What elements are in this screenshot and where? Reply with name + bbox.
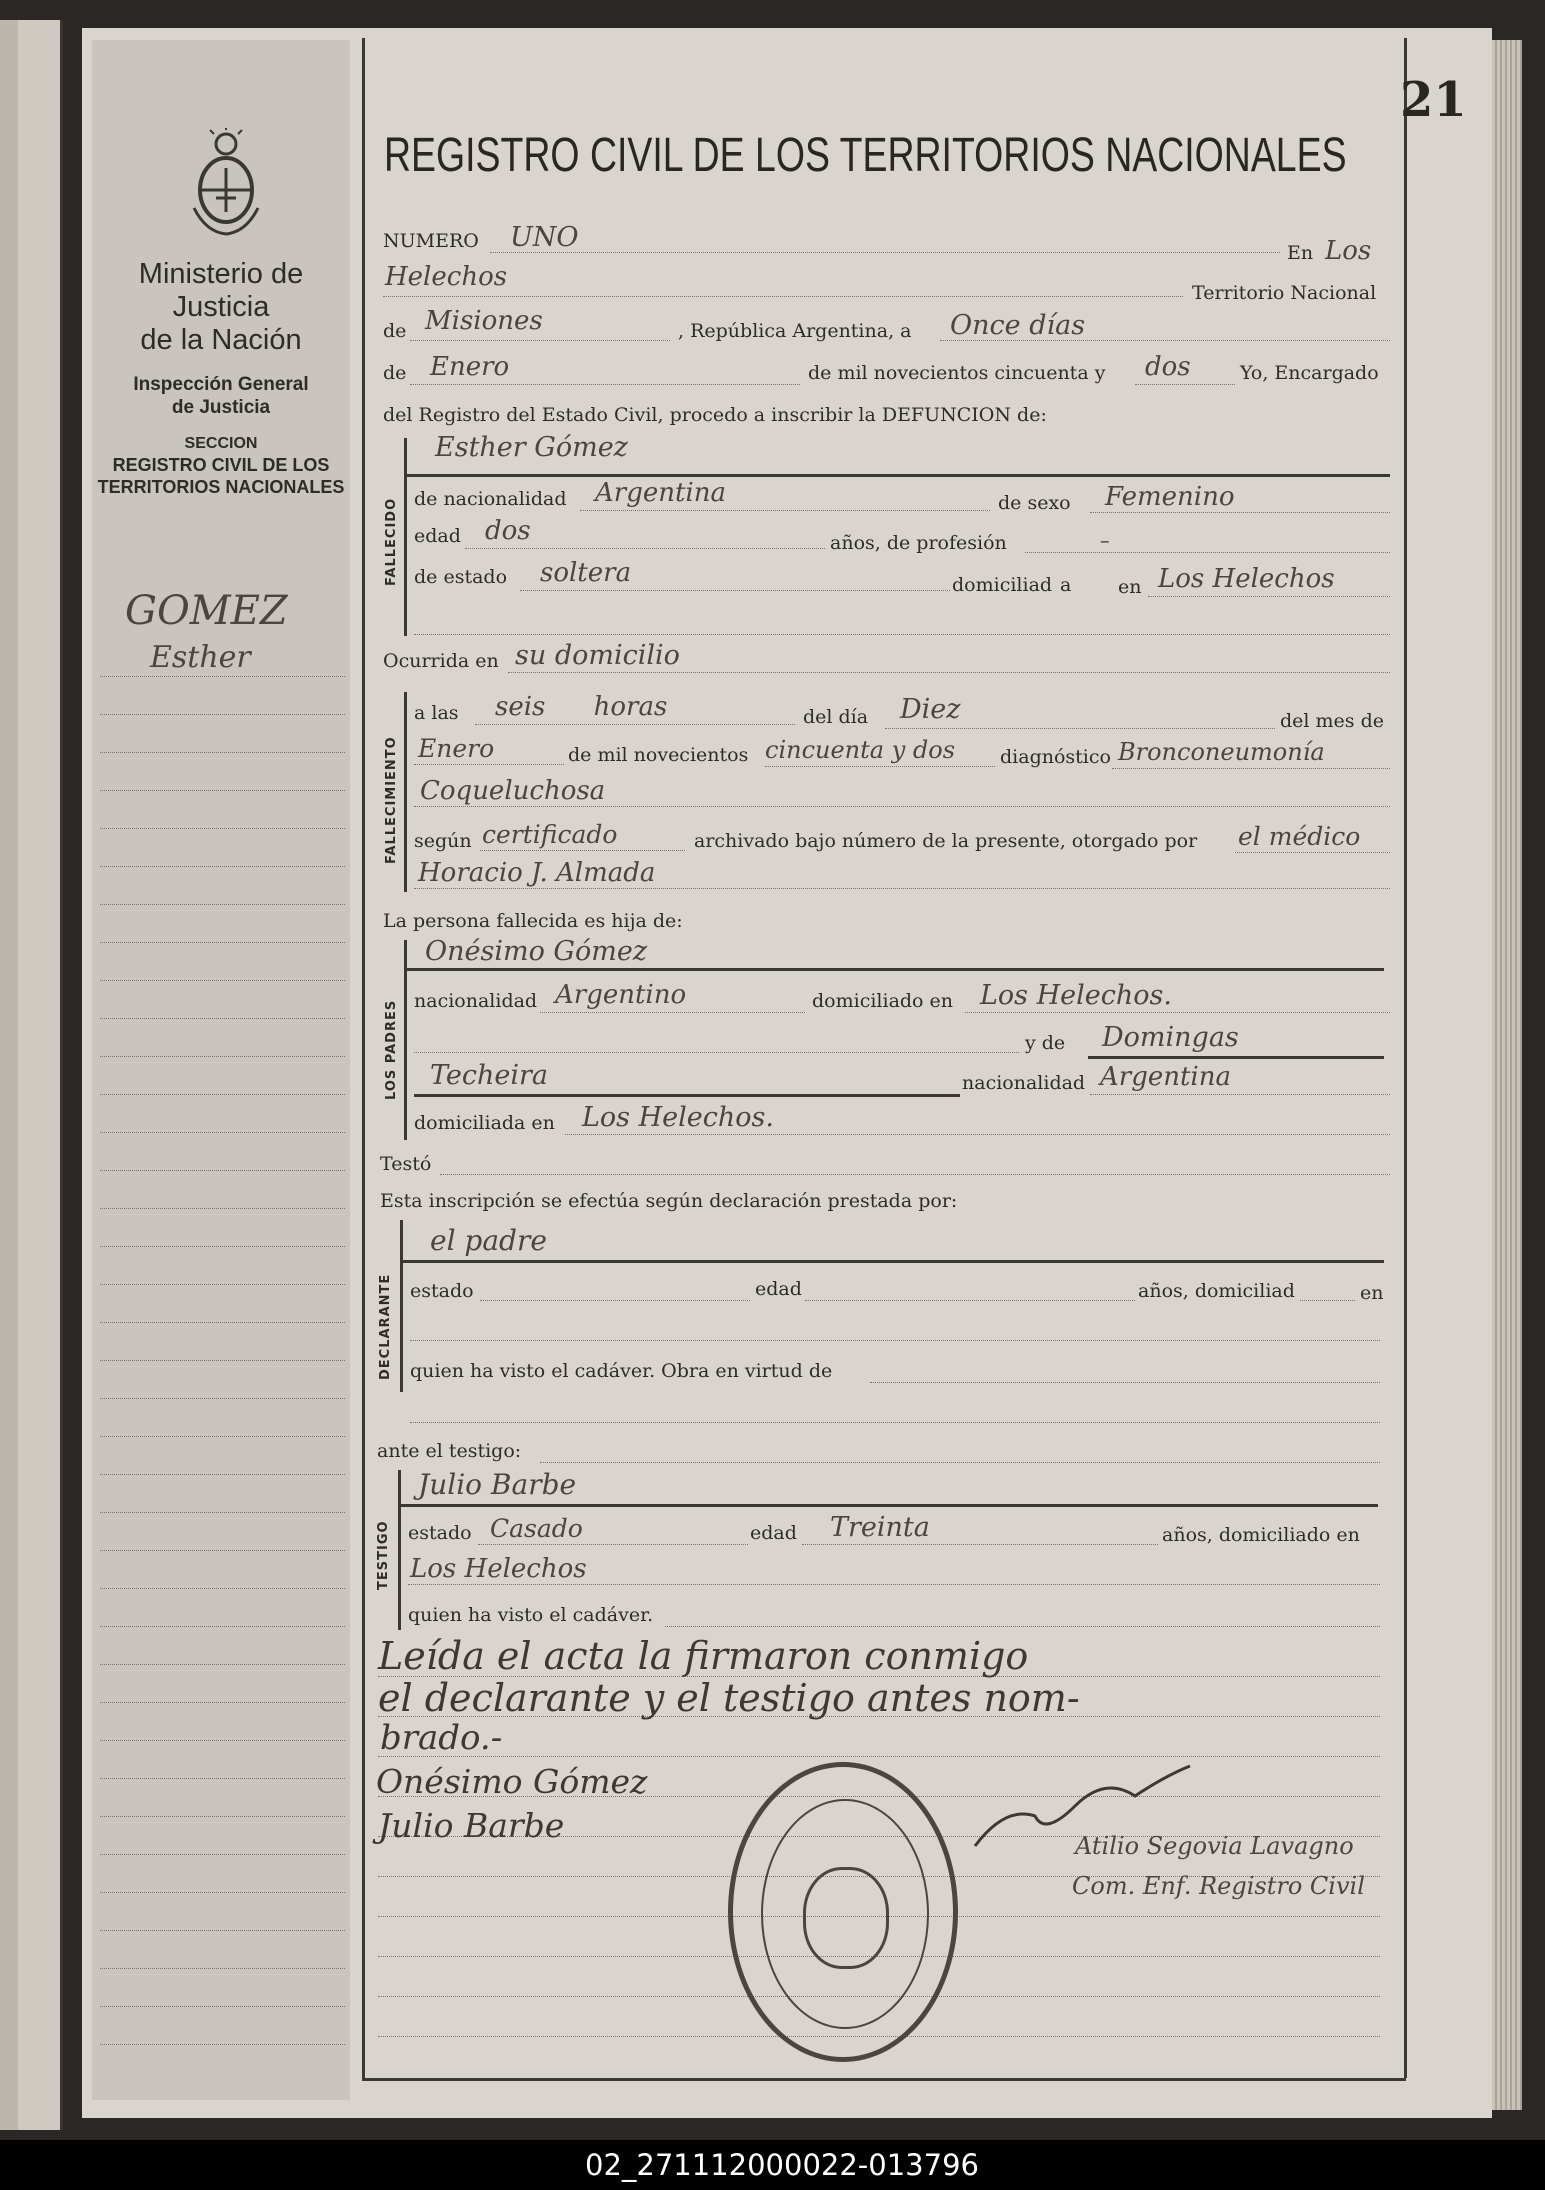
margin-ruled-line xyxy=(100,904,345,905)
fallecido-nacionalidad-value: Argentina xyxy=(595,478,726,508)
testigo-name: Julio Barbe xyxy=(418,1468,577,1501)
signature-1: Onésimo Gómez xyxy=(376,1762,648,1801)
declarante-blank-line2 xyxy=(410,1422,1380,1423)
republica-label: , República Argentina, a xyxy=(678,320,912,342)
fallecido-domiciliado-label: domiciliad xyxy=(952,574,1053,596)
margin-ruled-line xyxy=(100,1778,345,1779)
register-title: REGISTRO CIVIL DE LOS TERRITORIOS NACIONALES xyxy=(384,129,1347,182)
fallecido-profesion-value: – xyxy=(1100,530,1110,552)
month-line xyxy=(410,384,800,385)
de-label: de xyxy=(383,320,407,342)
section-label: SECCION xyxy=(184,435,258,452)
fallecido-bracket xyxy=(404,438,407,636)
fallecimiento-diagnostico-label: diagnóstico xyxy=(1000,746,1111,768)
bottom-border xyxy=(362,2078,1406,2081)
margin-ruled-line xyxy=(100,1284,345,1285)
fallecimiento-bracket xyxy=(404,692,407,892)
fallecimiento-diagnostico-line2 xyxy=(414,806,1390,807)
margin-ruled-line xyxy=(100,1208,345,1209)
testigo-domicilio-label: años, domiciliado en xyxy=(1162,1524,1360,1546)
fallecimiento-segun-label: según xyxy=(414,830,472,852)
year-label: de mil novecientos cincuenta y xyxy=(808,362,1106,384)
territorio-line xyxy=(410,340,670,341)
margin-ruled-line xyxy=(100,1246,345,1247)
closing-line2: el declarante y el testigo antes nom- xyxy=(378,1676,1080,1720)
day-value: Once días xyxy=(950,310,1086,341)
right-border xyxy=(1404,38,1407,2078)
fallecido-domicilio-line xyxy=(1148,596,1390,597)
fallecido-estado-value: soltera xyxy=(540,558,632,588)
margin-ruled-line xyxy=(100,1360,345,1361)
padres-blank-line xyxy=(414,1052,1019,1053)
testigo-name-line xyxy=(398,1504,1378,1507)
padre-domicilio-value: Los Helechos. xyxy=(980,980,1172,1011)
national-crest-icon xyxy=(186,128,266,238)
fallecimiento-anio-line xyxy=(765,766,995,767)
declarante-domicilio-line xyxy=(1300,1300,1355,1301)
fallecido-estado-label: de estado xyxy=(414,566,508,588)
declarante-estado-line xyxy=(480,1300,750,1301)
fallecimiento-mes-label: del mes de xyxy=(1280,710,1384,732)
body-ruled-line xyxy=(378,1756,1380,1757)
declarante-estado-label: estado xyxy=(410,1280,474,1302)
fallecido-estado-line xyxy=(520,590,950,591)
testigo-bracket xyxy=(398,1470,401,1630)
closing-line3: brado.- xyxy=(380,1718,503,1758)
padre-domiciliado-label: domiciliado en xyxy=(812,990,954,1012)
page-stack-edge xyxy=(1492,40,1522,2110)
previous-page-strip xyxy=(0,20,18,2130)
fallecimiento-alas-label: a las xyxy=(414,702,459,724)
testigo-quien-line xyxy=(665,1626,1380,1627)
declarante-edad-label: edad xyxy=(755,1278,802,1300)
testigo-label: ante el testigo: xyxy=(377,1440,522,1462)
ministry-header xyxy=(92,258,350,498)
margin-ruled-line xyxy=(100,714,345,715)
official-name: Atilio Segovia Lavagno xyxy=(1075,1832,1354,1860)
madre-nacionalidad-label: nacionalidad xyxy=(962,1072,1086,1094)
fallecimiento-anio-value: cincuenta y dos xyxy=(765,736,956,764)
inspection-line2: de Justicia xyxy=(171,397,271,418)
margin-ruled-line xyxy=(100,1968,345,1969)
fallecido-extra-line xyxy=(414,634,1390,635)
fallecido-edad-line xyxy=(465,548,825,549)
fallecido-profesion-line xyxy=(1025,552,1390,553)
year-value: dos xyxy=(1145,352,1191,382)
fallecido-nacionalidad-label: de nacionalidad xyxy=(414,488,567,510)
territorio-value: Misiones xyxy=(425,306,543,336)
margin-ruled-line xyxy=(100,1512,345,1513)
margin-ruled-line xyxy=(100,1398,345,1399)
margin-ruled-line xyxy=(100,1170,345,1171)
section-line1: REGISTRO CIVIL DE LOS xyxy=(112,455,330,475)
signature-2: Julio Barbe xyxy=(378,1806,565,1845)
fallecimiento-otorgado-value: el médico xyxy=(1238,822,1361,851)
numero-value: UNO xyxy=(510,222,579,253)
fallecimiento-hora-value: seis horas xyxy=(495,692,668,722)
margin-ruled-line xyxy=(100,1056,345,1057)
testigo-quien-label: quien ha visto el cadáver. xyxy=(408,1604,654,1626)
margin-ruled-line xyxy=(100,1626,345,1627)
margin-ruled-line xyxy=(100,980,345,981)
margin-ruled-line xyxy=(100,676,345,677)
place-line xyxy=(383,296,1183,297)
margin-ruled-line xyxy=(100,2044,345,2045)
official-title: Com. Enf. Registro Civil xyxy=(1072,1872,1365,1900)
declarante-value: el padre xyxy=(430,1224,547,1257)
margin-ruled-line xyxy=(100,1474,345,1475)
fallecido-domicilio-value: Los Helechos xyxy=(1158,564,1335,594)
testo-label: Testó xyxy=(380,1153,432,1175)
declarante-en-label: en xyxy=(1360,1282,1384,1304)
madre-y-de-label: y de xyxy=(1025,1032,1066,1054)
declarante-section-label: DECLARANTE xyxy=(378,1273,393,1380)
fallecido-edad-label: edad xyxy=(414,525,461,547)
footer-id: 02_271112000022-013796 xyxy=(585,2148,979,2182)
margin-ruled-line xyxy=(100,1702,345,1703)
en-label: En xyxy=(1287,242,1314,264)
declarante-obra-line xyxy=(870,1382,1380,1383)
testigo-estado-line xyxy=(478,1544,748,1545)
fallecido-section-label: FALLECIDO xyxy=(384,497,399,586)
margin-ruled-line xyxy=(100,1322,345,1323)
fallecido-domiciliado-suffix: a xyxy=(1060,574,1072,596)
year-line xyxy=(1135,384,1235,385)
numero-label: NUMERO xyxy=(383,230,479,252)
declarante-bracket xyxy=(400,1220,403,1392)
fallecimiento-diagnostico-value: Bronconeumonía xyxy=(1118,738,1325,766)
fallecimiento-segun-value: certificado xyxy=(482,820,618,849)
madre-name2: Techeira xyxy=(430,1060,549,1091)
declarante-domicilio-label: años, domiciliad xyxy=(1138,1280,1295,1302)
declarante-name-line xyxy=(400,1260,1384,1263)
fallecido-profesion-label: años, de profesión xyxy=(830,532,1007,554)
de-label-2: de xyxy=(383,362,407,384)
official-seal-stamp xyxy=(728,1762,958,2062)
margin-ruled-line xyxy=(100,790,345,791)
madre-domiciliada-label: domiciliada en xyxy=(414,1112,555,1134)
margin-ruled-line xyxy=(100,1436,345,1437)
fallecido-sexo-label: de sexo xyxy=(998,492,1071,514)
fallecimiento-section-label: FALLECIMIENTO xyxy=(384,736,399,864)
fallecimiento-hora-line xyxy=(475,724,795,725)
madre-domicilio-line xyxy=(565,1134,1390,1135)
madre-nacionalidad-value: Argentina xyxy=(1100,1062,1231,1092)
margin-ruled-line xyxy=(100,1740,345,1741)
madre-nacionalidad-line xyxy=(1090,1094,1390,1095)
hija-label: La persona fallecida es hija de: xyxy=(383,910,683,932)
declarante-quien-label: quien ha visto el cadáver. Obra en virtud de xyxy=(410,1360,833,1382)
encargado-label: Yo, Encargado xyxy=(1240,362,1379,384)
madre-name-line2 xyxy=(414,1094,960,1097)
page-number: 21 xyxy=(1400,72,1467,128)
fallecimiento-segun-line xyxy=(480,850,685,851)
margin-ruled-line xyxy=(100,1094,345,1095)
fallecido-edad-value: dos xyxy=(485,516,531,546)
margin-surname: GOMEZ xyxy=(125,588,288,634)
margin-ruled-line xyxy=(100,1854,345,1855)
padre-nacionalidad-label: nacionalidad xyxy=(414,990,538,1012)
padre-nacionalidad-value: Argentino xyxy=(555,980,687,1010)
margin-ruled-line xyxy=(100,2006,345,2007)
fallecimiento-dia-value: Diez xyxy=(900,694,961,725)
testigo-edad-value: Treinta xyxy=(830,1512,930,1543)
en-value: Los xyxy=(1325,236,1372,266)
margin-ruled-line xyxy=(100,752,345,753)
margin-ruled-line xyxy=(100,942,345,943)
fallecimiento-diagnostico-line xyxy=(1112,768,1390,769)
declarante-blank-line xyxy=(410,1340,1380,1341)
padre-name-line xyxy=(404,968,1384,971)
margin-ruled-line xyxy=(100,1816,345,1817)
testigo-edad-label: edad xyxy=(750,1522,797,1544)
madre-domicilio-value: Los Helechos. xyxy=(582,1102,774,1133)
fallecido-name-line xyxy=(404,474,1390,477)
madre-name-line1 xyxy=(1088,1056,1384,1059)
closing-line1: Leída el acta la firmaron conmigo xyxy=(378,1634,1029,1678)
margin-ruled-line xyxy=(100,866,345,867)
fallecimiento-diagnostico-value2: Coqueluchosa xyxy=(420,776,606,806)
margin-divider xyxy=(362,38,365,2078)
testigo-domicilio-value: Los Helechos xyxy=(410,1554,587,1584)
testigo-section-label: TESTIGO xyxy=(376,1520,391,1590)
fallecimiento-archivado-label: archivado bajo número de la presente, otorgado por xyxy=(694,830,1198,852)
fallecimiento-medico-value: Horacio J. Almada xyxy=(418,858,656,888)
inspection-line1: Inspección General xyxy=(133,374,309,395)
section-line2: TERRITORIOS NACIONALES xyxy=(97,477,345,497)
ministry-line1: Ministerio de Justicia xyxy=(138,258,304,323)
ministry-line2: de la Nación xyxy=(140,324,302,356)
margin-ruled-line xyxy=(100,828,345,829)
madre-name1: Domingas xyxy=(1102,1022,1239,1053)
fallecimiento-otorgado-line xyxy=(1235,852,1390,853)
month-value: Enero xyxy=(430,352,510,382)
fallecido-en-label: en xyxy=(1118,576,1142,598)
margin-given-name: Esther xyxy=(150,640,251,675)
margin-ruled-line xyxy=(100,1930,345,1931)
testigo-estado-value: Casado xyxy=(490,1514,583,1543)
fallecimiento-mes-line xyxy=(414,764,564,765)
testigo-label-line xyxy=(540,1462,1380,1463)
margin-ruled-line xyxy=(100,1550,345,1551)
margin-ruled-line xyxy=(100,1664,345,1665)
fallecimiento-anio-label: de mil novecientos xyxy=(568,744,749,766)
padre-domicilio-line xyxy=(965,1012,1390,1013)
fallecido-name: Esther Gómez xyxy=(435,432,628,463)
ocurrida-value: su domicilio xyxy=(515,640,680,671)
testigo-estado-label: estado xyxy=(408,1522,472,1544)
testigo-domicilio-line xyxy=(408,1584,1380,1585)
declarante-edad-line xyxy=(805,1300,1135,1301)
fallecimiento-dia-label: del día xyxy=(803,706,869,728)
registro-label: del Registro del Estado Civil, procedo a inscribir la DEFUNCION de: xyxy=(383,404,1047,426)
margin-ruled-line xyxy=(100,1018,345,1019)
testigo-edad-line xyxy=(802,1544,1158,1545)
declaracion-label: Esta inscripción se efectúa según declaración prestada por: xyxy=(380,1190,958,1212)
fallecido-sexo-value: Femenino xyxy=(1105,482,1235,512)
fallecido-nacionalidad-line xyxy=(580,510,990,511)
testo-line xyxy=(440,1174,1390,1175)
margin-ruled-line xyxy=(100,1892,345,1893)
margin-ruled-line xyxy=(100,1588,345,1589)
padre-name: Onésimo Gómez xyxy=(425,936,648,967)
padre-nacionalidad-line xyxy=(540,1012,805,1013)
place-value: Helechos xyxy=(385,262,508,292)
padres-section-label: LOS PADRES xyxy=(384,999,399,1100)
fallecimiento-dia-line xyxy=(885,728,1275,729)
territorio-label: Territorio Nacional xyxy=(1192,282,1377,304)
ocurrida-line xyxy=(508,672,1390,673)
fallecido-sexo-line xyxy=(1090,512,1390,513)
margin-ruled-line xyxy=(100,1132,345,1133)
footer-bar xyxy=(0,2140,1545,2190)
ocurrida-label: Ocurrida en xyxy=(383,650,499,672)
numero-line xyxy=(490,252,1280,253)
fallecimiento-mes-value: Enero xyxy=(418,734,495,763)
fallecimiento-medico-line xyxy=(414,888,1390,889)
